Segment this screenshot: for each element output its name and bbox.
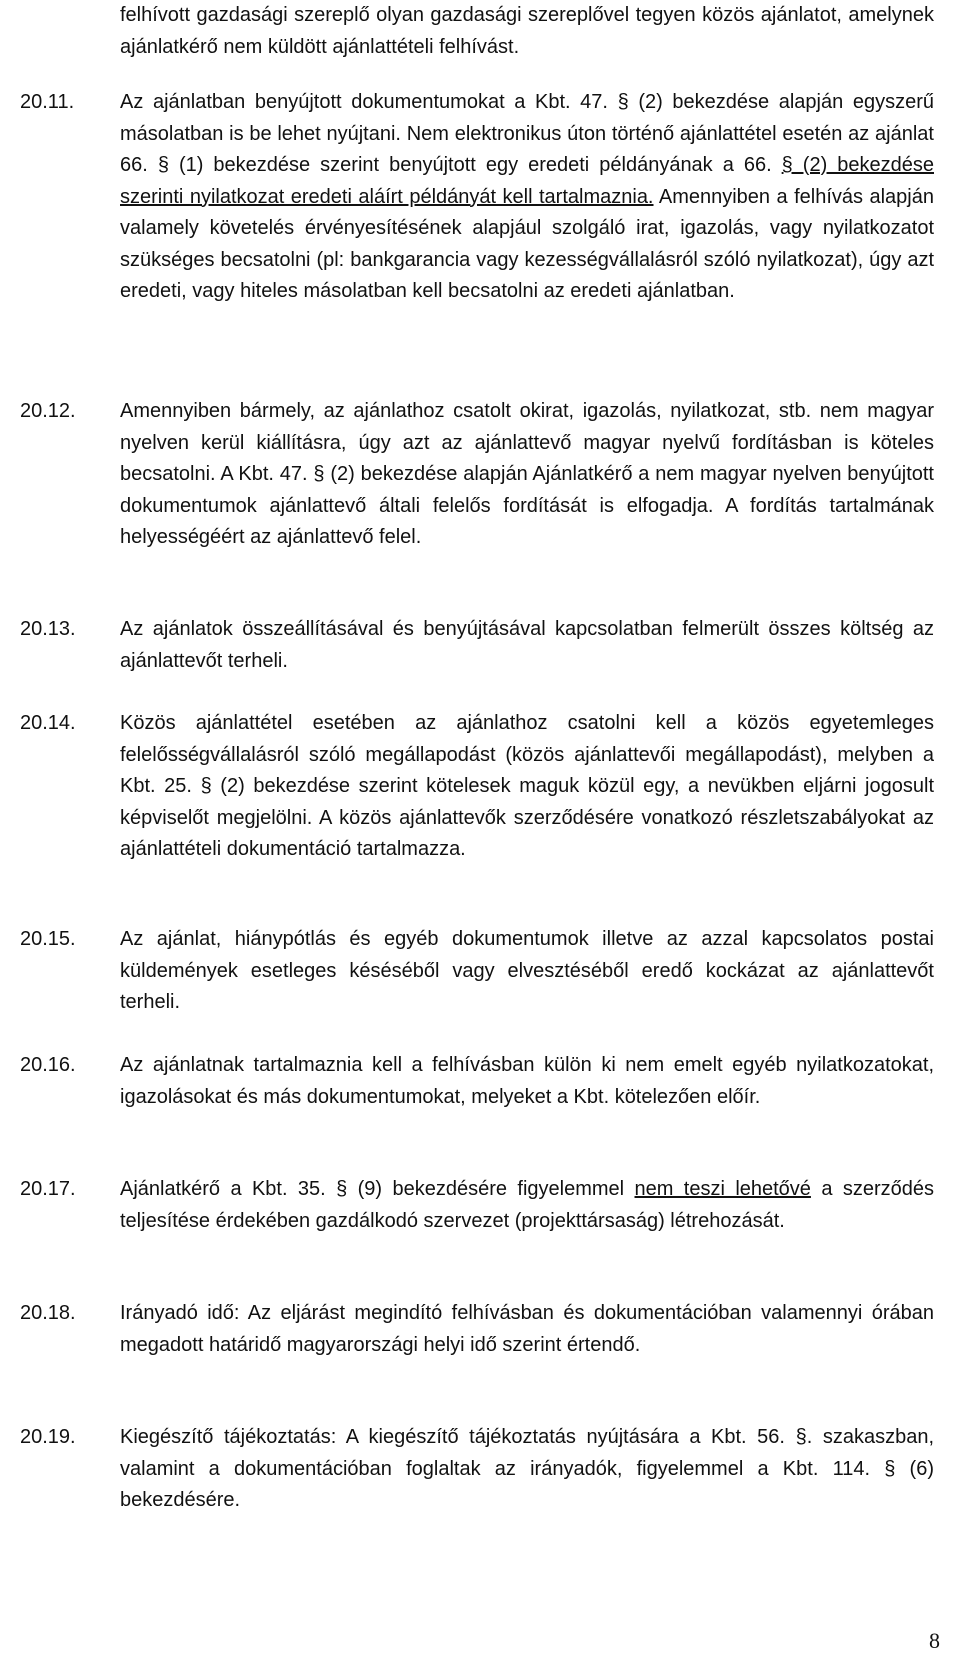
section-text: Az ajánlatnak tartalmaznia kell a felhívásban külön ki nem emelt egyéb nyilatkozatokat, igazolásokat és más dokumentumokat, melyeket a Kbt. kötelezően előír. bbox=[120, 1054, 934, 1108]
section-text: Közös ajánlattétel esetében az ajánlathoz csatolni kell a közös egyetemleges felelősségvállalásról szóló megállapodást (közös ajánlattevői megállapodást), melyben a Kbt. 25. § (2) bekezdése szerint kötelesek maguk közül egy, a nevükben eljárni jogosult képviselőt megjelölni. A közös ajánlattevők szerződésére vonatkozó részletszabályokat az ajánlattételi dokumentáció tartalmazza. bbox=[120, 712, 934, 860]
section-text-part: Az ajánlatban benyújtott dokumentumokat a Kbt. 47. § (2) bekezdése alapján egyszerű másolatban is be lehet nyújtani. Nem elektronikus úton történő ajánlattétel esetén az ajánlat 66. § (1) bekezdése szerint benyújtott egy eredeti példányának a 66. bbox=[120, 91, 934, 176]
section-text: Irányadó idő: Az eljárást megindító felhívásban és dokumentációban valamennyi órában megadott határidő magyarországi helyi idő szerint értendő. bbox=[120, 1302, 934, 1356]
section-number: 20.16. bbox=[20, 1054, 76, 1076]
section-number: 20.18. bbox=[20, 1302, 76, 1324]
section-text-part: Amennyiben a felhívás alapján valamely követelés érvényesítésének alapjául szolgáló irat, igazolás, vagy nyilatkozatot szükséges becsatolni (pl: bankgarancia vagy kezességvállalásról szóló nyilatkozat), úgy azt eredeti, vagy hiteles másolatban kell becsatolni az eredeti ajánlatban. bbox=[120, 185, 934, 302]
section-text: Az ajánlatok összeállításával és benyújtásával kapcsolatban felmerült összes költség az ajánlattevőt terheli. bbox=[120, 618, 934, 672]
section-text: Az ajánlat, hiánypótlás és egyéb dokumentumok illetve az azzal kapcsolatos postai küldemények esetleges késéséből vagy elvesztéséből eredő kockázat az ajánlattevőt terheli. bbox=[120, 928, 934, 1013]
section-text-part: a szerződés teljesítése érdekében gazdálkodó szervezet (projekttársaság) létrehozását. bbox=[120, 1178, 934, 1232]
page-number: 8 bbox=[929, 1628, 940, 1653]
section-number: 20.14. bbox=[20, 712, 76, 734]
section-text bbox=[120, 87, 934, 308]
section-text-part: Ajánlatkérő a Kbt. 35. § (9) bekezdésére figyelemmel bbox=[120, 1178, 635, 1200]
underlined-text: § (2) bekezdése szerinti nyilatkozat eredeti aláírt példányát kell tartalmaznia. bbox=[120, 154, 934, 208]
section-number: 20.13. bbox=[20, 618, 76, 640]
section-number: 20.19. bbox=[20, 1426, 76, 1448]
underlined-text: nem teszi lehetővé bbox=[634, 1178, 811, 1200]
section-text: felhívott gazdasági szereplő olyan gazdasági szereplővel tegyen közös ajánlatot, amelynek ajánlatkérő nem küldött ajánlattételi felhívást. bbox=[120, 4, 934, 58]
section-number: 20.15. bbox=[20, 928, 76, 950]
section-number: 20.11. bbox=[20, 91, 75, 113]
section-text: Amennyiben bármely, az ajánlathoz csatolt okirat, igazolás, nyilatkozat, stb. nem magyar nyelven kerül kiállításra, úgy azt az ajánlattevő magyar nyelvű fordításban is köteles becsatolni. A Kbt. 47. § (2) bekezdése alapján Ajánlatkérő a nem magyar nyelven benyújtott dokumentumok ajánlattevő általi felelős fordítását is elfogadja. A fordítás tartalmának helyességéért az ajánlattevő felel. bbox=[120, 400, 934, 548]
section-number: 20.17. bbox=[20, 1178, 76, 1200]
section-number: 20.12. bbox=[20, 400, 76, 422]
section-text bbox=[120, 1174, 934, 1237]
section-text: Kiegészítő tájékoztatás: A kiegészítő tájékoztatás nyújtására a Kbt. 56. §. szakaszban, valamint a dokumentációban foglaltak az irányadók, figyelemmel a Kbt. 114. § (6) bekezdésére. bbox=[120, 1426, 934, 1511]
